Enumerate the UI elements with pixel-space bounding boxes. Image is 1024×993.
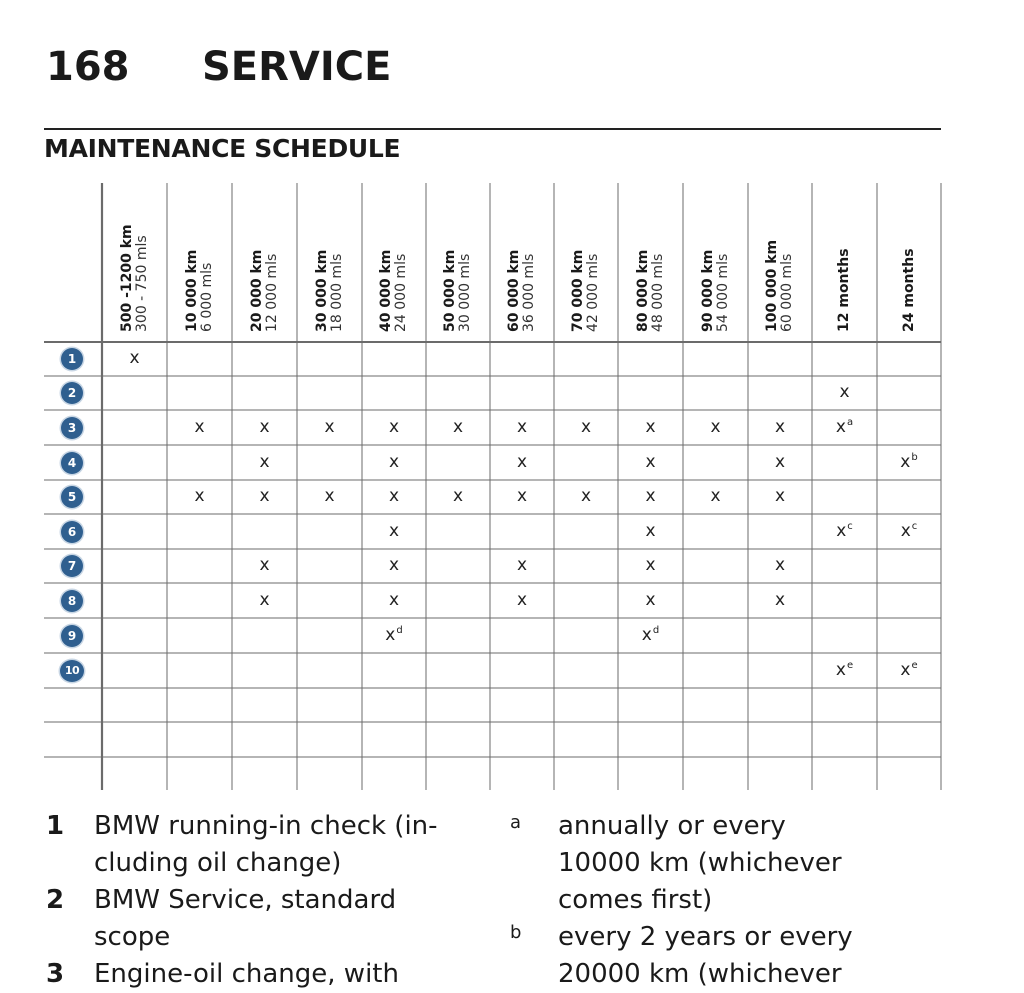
- column-header-km: 20 000 km: [248, 249, 265, 332]
- schedule-mark: x: [452, 486, 464, 506]
- column-header: [507, 250, 537, 332]
- legend-number: 2: [46, 885, 65, 915]
- footnote-ref: c: [847, 520, 853, 532]
- column-header-km: 500 -1200 km: [118, 224, 135, 332]
- legend-text: BMW running-in check (in-: [94, 811, 438, 841]
- column-header-mls: 12 000 mls: [263, 253, 280, 332]
- schedule-mark: x: [645, 520, 656, 541]
- schedule-mark: x: [452, 416, 464, 437]
- column-header-km: 50 000 km: [442, 249, 458, 332]
- schedule-mark: x: [388, 589, 400, 610]
- column-header: [902, 248, 917, 332]
- column-header-mls: 60 000 mls: [779, 253, 795, 332]
- schedule-mark: x: [839, 382, 850, 402]
- column-header: [315, 250, 345, 332]
- legend: [46, 808, 486, 989]
- column-header-mls: 18 000 mls: [328, 253, 345, 332]
- row-number-badge: 1: [61, 348, 83, 370]
- schedule-mark: x: [259, 555, 270, 575]
- legend-text: scope: [94, 922, 171, 952]
- schedule-mark: x: [194, 486, 205, 506]
- schedule-mark: x: [388, 520, 400, 541]
- schedule-mark: x: [259, 486, 270, 506]
- schedule-mark: x: [388, 416, 400, 437]
- column-header: [701, 250, 731, 332]
- schedule-mark: x: [774, 451, 786, 472]
- schedule-mark: $x^b$: [900, 451, 918, 472]
- footnote-ref: b: [911, 451, 918, 463]
- schedule-mark: $x^c$: [900, 520, 918, 541]
- column-header: [120, 224, 150, 332]
- schedule-mark: x: [516, 416, 528, 437]
- column-header-mls: 36 000 mls: [521, 253, 537, 332]
- column-header-mls: 54 000 mls: [714, 253, 731, 332]
- legend-number: 3: [46, 959, 65, 989]
- schedule-mark: x: [516, 486, 528, 506]
- schedule-mark: x: [516, 451, 528, 472]
- column-header: [571, 250, 601, 332]
- schedule-mark: x: [580, 416, 592, 437]
- legend-number: 1: [46, 811, 65, 841]
- legend-text: BMW Service, standard: [94, 885, 397, 915]
- schedule-mark: x: [645, 589, 656, 610]
- column-header-km: 60 000 km: [506, 249, 522, 332]
- schedule-mark: x: [774, 416, 786, 437]
- schedule-mark: $x^d$: [385, 624, 403, 645]
- column-header: [379, 250, 409, 332]
- column-header-km: 90 000 km: [699, 249, 716, 332]
- schedule-mark: x: [259, 416, 270, 437]
- schedule-mark: x: [710, 486, 721, 506]
- schedule-mark: x: [580, 486, 592, 506]
- column-header-km: 30 000 km: [313, 249, 330, 332]
- schedule-mark: x: [388, 555, 400, 575]
- column-header-mls: 48 000 mls: [649, 253, 666, 332]
- column-header-km: 10 000 km: [183, 249, 200, 332]
- column-header-km: 80 000 km: [634, 249, 651, 332]
- schedule-mark: x: [774, 486, 786, 506]
- table-title: MAINTENANCE SCHEDULE: [44, 134, 401, 163]
- schedule-mark: x: [388, 486, 400, 506]
- column-header: [837, 248, 852, 332]
- footnote-ref: a: [846, 416, 854, 428]
- footnote-letter: b: [510, 922, 522, 943]
- schedule-mark: x: [516, 555, 528, 575]
- section-title: SERVICE: [202, 44, 392, 90]
- legend-text: Engine-oil change, with: [94, 959, 399, 989]
- column-header-km: 100 000 km: [764, 239, 780, 332]
- schedule-mark: x: [645, 451, 656, 472]
- schedule-mark: x: [194, 416, 205, 437]
- column-header-mls: 6 000 mls: [198, 262, 215, 332]
- schedule-mark: x: [645, 416, 656, 437]
- column-header: [185, 250, 215, 332]
- column-header-km: 24 months: [900, 248, 917, 332]
- schedule-mark: $x^e$: [835, 659, 854, 680]
- row-number-badge: 8: [61, 590, 83, 612]
- schedule-mark: x: [710, 416, 721, 437]
- row-number-badge: 2: [61, 382, 83, 404]
- column-header-km: 12 months: [836, 248, 852, 332]
- schedule-mark: x: [774, 555, 786, 575]
- schedule-mark: x: [516, 589, 528, 610]
- page-number: 168: [46, 44, 130, 90]
- row-number-badge: 9: [61, 625, 83, 647]
- footnote-text: comes first): [558, 885, 713, 915]
- footnote-text: every 2 years or every: [558, 922, 853, 952]
- footnote-letter: a: [510, 812, 522, 833]
- schedule-mark: x: [774, 589, 786, 610]
- footnote-text: annually or every: [558, 811, 786, 841]
- schedule-mark: x: [129, 348, 140, 368]
- schedule-mark: $x^d$: [641, 624, 660, 645]
- footnote-ref: e: [911, 659, 918, 671]
- row-number-badge: 3: [61, 417, 83, 439]
- row-number-badge: 10: [60, 660, 84, 682]
- footnote-ref: d: [396, 624, 403, 636]
- column-header-mls: 42 000 mls: [585, 253, 601, 332]
- row-number-badge: 6: [61, 521, 83, 543]
- column-header: [765, 240, 795, 332]
- schedule-mark: x: [259, 589, 270, 610]
- schedule-mark: x: [388, 451, 400, 472]
- schedule-mark: x: [324, 416, 335, 437]
- column-header-mls: 300 - 750 mls: [133, 235, 150, 332]
- row-number-badge: 7: [61, 555, 83, 577]
- column-header-km: 40 000 km: [378, 249, 394, 332]
- footnote-text: 20000 km (whichever: [558, 959, 842, 989]
- column-header-mls: 24 000 mls: [393, 253, 409, 332]
- column-header-km: 70 000 km: [570, 249, 586, 332]
- schedule-mark: x: [324, 486, 335, 506]
- footnote-ref: d: [652, 624, 660, 636]
- schedule-mark: $x^a$: [835, 416, 854, 437]
- footnote-text: 10000 km (whichever: [558, 848, 842, 878]
- schedule-mark: x: [645, 486, 656, 506]
- schedule-mark: $x^c$: [836, 520, 853, 541]
- column-header: [443, 250, 473, 332]
- schedule-mark: $x^e$: [900, 659, 918, 680]
- column-header-mls: 30 000 mls: [457, 253, 473, 332]
- column-header: [636, 250, 666, 332]
- column-header: [250, 250, 280, 332]
- legend-text: cluding oil change): [94, 848, 342, 878]
- schedule-mark: x: [259, 451, 270, 472]
- footnote-ref: e: [846, 659, 854, 671]
- footnote-ref: c: [911, 520, 918, 532]
- schedule-mark: x: [645, 555, 656, 575]
- row-number-badge: 4: [61, 452, 83, 474]
- row-number-badge: 5: [61, 486, 83, 508]
